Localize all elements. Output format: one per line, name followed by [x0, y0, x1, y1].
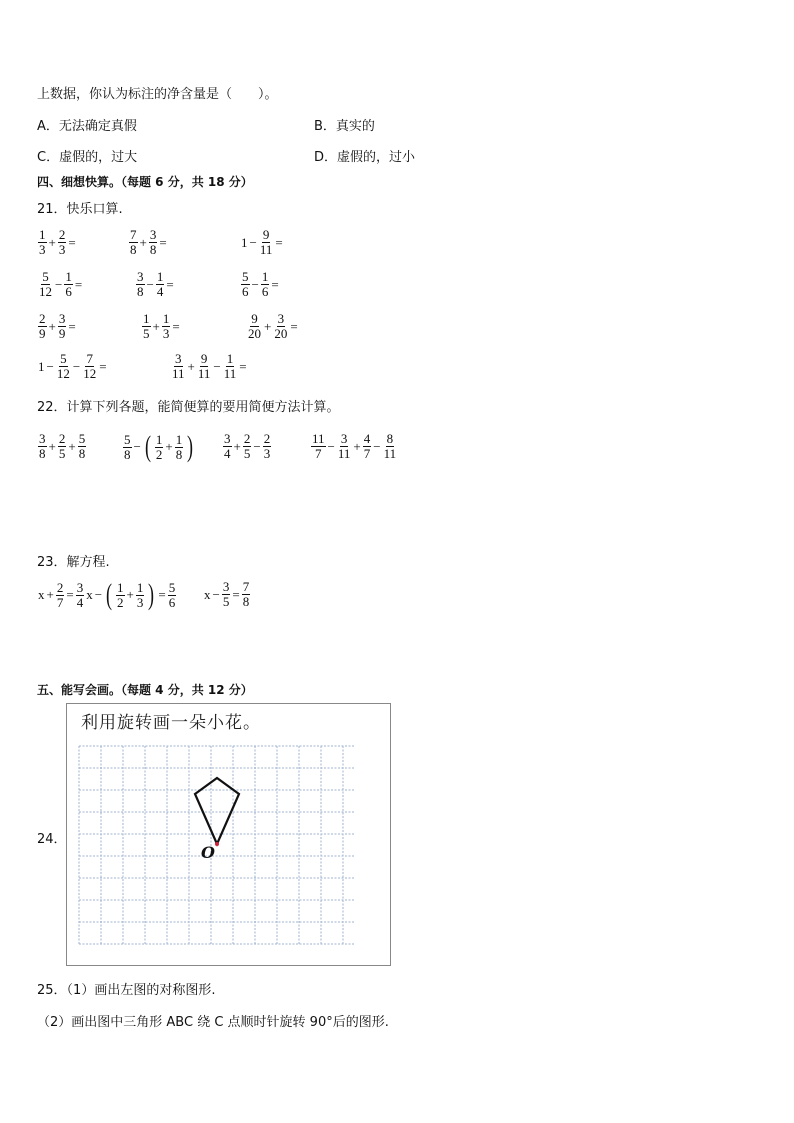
fraction: $\frac{3}{8}$	[39, 431, 46, 461]
operator: 1	[38, 358, 45, 374]
q22-title: 22．计算下列各题，能简便算的要用简便方法计算。	[37, 400, 340, 415]
operator: =	[68, 318, 76, 334]
q23-item-2	[203, 580, 251, 609]
operator: =	[74, 276, 83, 292]
q21-item-5	[135, 270, 175, 299]
fraction: $\frac{2}{3}$	[263, 431, 271, 461]
fraction: $\frac{1}{6}$	[65, 269, 72, 299]
q21-item-7	[37, 312, 77, 341]
operator: =	[290, 318, 298, 334]
operator: +	[48, 318, 56, 334]
fraction: $\frac{7}{8}$	[242, 579, 250, 609]
operator: +	[152, 318, 160, 334]
operator: −	[327, 438, 335, 454]
operator: −	[133, 439, 141, 454]
fraction: $\frac{3}{4}$	[224, 431, 231, 461]
option-b: B．真实的	[314, 119, 375, 134]
fraction: $\frac{9}{20}$	[248, 311, 261, 341]
fraction: $\frac{3}{20}$	[274, 311, 288, 341]
q21-item-4	[37, 270, 83, 299]
operator: −	[94, 587, 103, 602]
rotation-figure	[66, 703, 391, 966]
fraction: $\frac{2}{5}$	[58, 431, 66, 461]
point-o-label: O	[201, 843, 215, 862]
fraction: $\frac{7}{12}$	[83, 351, 97, 381]
operator: =	[232, 586, 240, 602]
section5-heading: 五、能写会画。（每题 4 分，共 12 分）	[37, 683, 253, 697]
option-c: C．虚假的，过大	[37, 150, 138, 165]
q25-line2: （2）画出图中三角形 ABC 绕 C 点顺时针旋转 90°后的图形.	[37, 1015, 389, 1030]
q22-item-1	[37, 432, 87, 461]
q21-item-11	[170, 352, 248, 381]
fraction: $\frac{1}{3}$	[39, 227, 46, 257]
operator: 1	[241, 234, 248, 250]
operator: −	[373, 438, 381, 454]
operator: +	[139, 234, 147, 250]
q21-title: 21．快乐口算.	[37, 202, 123, 217]
operator: +	[165, 439, 173, 454]
operator: +	[233, 438, 241, 454]
operator: =	[99, 358, 107, 374]
operator: −	[46, 358, 54, 374]
fraction: $\frac{1}{8}$	[175, 431, 183, 462]
fraction: $\frac{1}{4}$	[156, 269, 164, 299]
fraction: $\frac{9}{11}$	[197, 351, 211, 381]
fraction: $\frac{3}{11}$	[172, 351, 185, 381]
q21-item-1	[37, 228, 77, 257]
fraction: $\frac{5}{8}$	[78, 431, 86, 461]
operator: −	[251, 276, 259, 292]
operator: +	[48, 234, 56, 250]
fraction: $\frac{2}{3}$	[58, 227, 66, 257]
fraction: $\frac{9}{11}$	[259, 227, 273, 257]
fraction: $\frac{3}{8}$	[149, 227, 157, 257]
fraction: $\frac{11}{7}$	[312, 431, 325, 461]
operator: +	[187, 358, 195, 374]
operator: +	[264, 318, 272, 334]
q25-line1: 25．（1）画出左图的对称图形.	[37, 983, 216, 998]
operator: =	[166, 276, 174, 292]
q22-item-4	[310, 432, 398, 461]
q21-item-6	[240, 270, 280, 299]
fraction: $\frac{1}{5}$	[143, 311, 150, 341]
operator: −	[72, 358, 81, 374]
option-a: A．无法确定真假	[37, 119, 137, 134]
question-text: 上数据，你认为标注的净含量是（ ）。	[37, 87, 278, 102]
q22-item-2	[122, 432, 196, 462]
operator: −	[212, 586, 220, 602]
operator: −	[55, 276, 63, 292]
grid-figure	[67, 704, 390, 965]
fraction: $\frac{8}{11}$	[383, 431, 397, 461]
q21-item-3	[240, 228, 284, 257]
paren: )	[187, 430, 194, 463]
fraction: $\frac{2}{9}$	[39, 311, 46, 341]
operator: x	[204, 586, 211, 602]
q24-number: 24．	[37, 832, 67, 847]
fraction: $\frac{3}{8}$	[137, 269, 144, 299]
operator: +	[48, 438, 56, 454]
fraction: $\frac{7}{8}$	[130, 227, 137, 257]
q21-item-10	[37, 352, 108, 381]
operator: −	[249, 234, 257, 250]
fraction: $\frac{1}{11}$	[223, 351, 237, 381]
figure-title: 利用旋转画一朵小花。	[81, 713, 261, 733]
operator: =	[172, 318, 180, 334]
fraction: $\frac{5}{6}$	[168, 579, 176, 610]
pivot-point	[215, 842, 219, 846]
q23-item-1	[37, 580, 177, 610]
fraction: $\frac{5}{12}$	[39, 269, 52, 299]
fraction: $\frac{5}{6}$	[242, 269, 249, 299]
fraction: $\frac{4}{7}$	[363, 431, 371, 461]
operator: +	[353, 438, 361, 454]
q21-item-8	[141, 312, 181, 341]
operator: −	[146, 276, 154, 292]
operator: =	[66, 587, 74, 602]
operator: =	[68, 234, 76, 250]
fraction: $\frac{2}{5}$	[243, 431, 251, 461]
operator: =	[271, 276, 279, 292]
q23-title: 23．解方程.	[37, 555, 110, 570]
operator: +	[46, 587, 54, 602]
operator: +	[126, 587, 134, 602]
operator: +	[68, 438, 76, 454]
q22-item-3	[222, 432, 272, 461]
fraction: $\frac{1}{2}$	[117, 579, 124, 610]
fraction: $\frac{1}{3}$	[136, 579, 144, 610]
fraction: $\frac{3}{11}$	[337, 431, 351, 461]
q21-item-9	[246, 312, 299, 341]
operator: =	[239, 358, 247, 374]
q21-item-2	[128, 228, 168, 257]
fraction: $\frac{5}{12}$	[56, 351, 70, 381]
section4-heading: 四、细想快算。（每题 6 分，共 18 分）	[37, 175, 253, 189]
fraction: $\frac{3}{5}$	[222, 579, 230, 609]
fraction: $\frac{1}{2}$	[155, 431, 163, 462]
operator: x	[86, 587, 93, 602]
paren: (	[144, 430, 151, 463]
operator: =	[159, 234, 167, 250]
option-d: D．虚假的，过小	[314, 150, 416, 165]
operator: −	[213, 358, 221, 374]
fraction: $\frac{1}{6}$	[261, 269, 269, 299]
fraction: $\frac{2}{7}$	[56, 579, 64, 610]
operator: =	[275, 234, 283, 250]
fraction: $\frac{3}{4}$	[76, 579, 84, 610]
fraction: $\frac{1}{3}$	[162, 311, 170, 341]
paren: )	[148, 578, 155, 611]
operator: x	[38, 587, 45, 602]
operator: −	[253, 438, 261, 454]
paren: (	[106, 578, 113, 611]
fraction: $\frac{5}{8}$	[124, 431, 131, 462]
operator: =	[158, 587, 166, 602]
fraction: $\frac{3}{9}$	[58, 311, 66, 341]
